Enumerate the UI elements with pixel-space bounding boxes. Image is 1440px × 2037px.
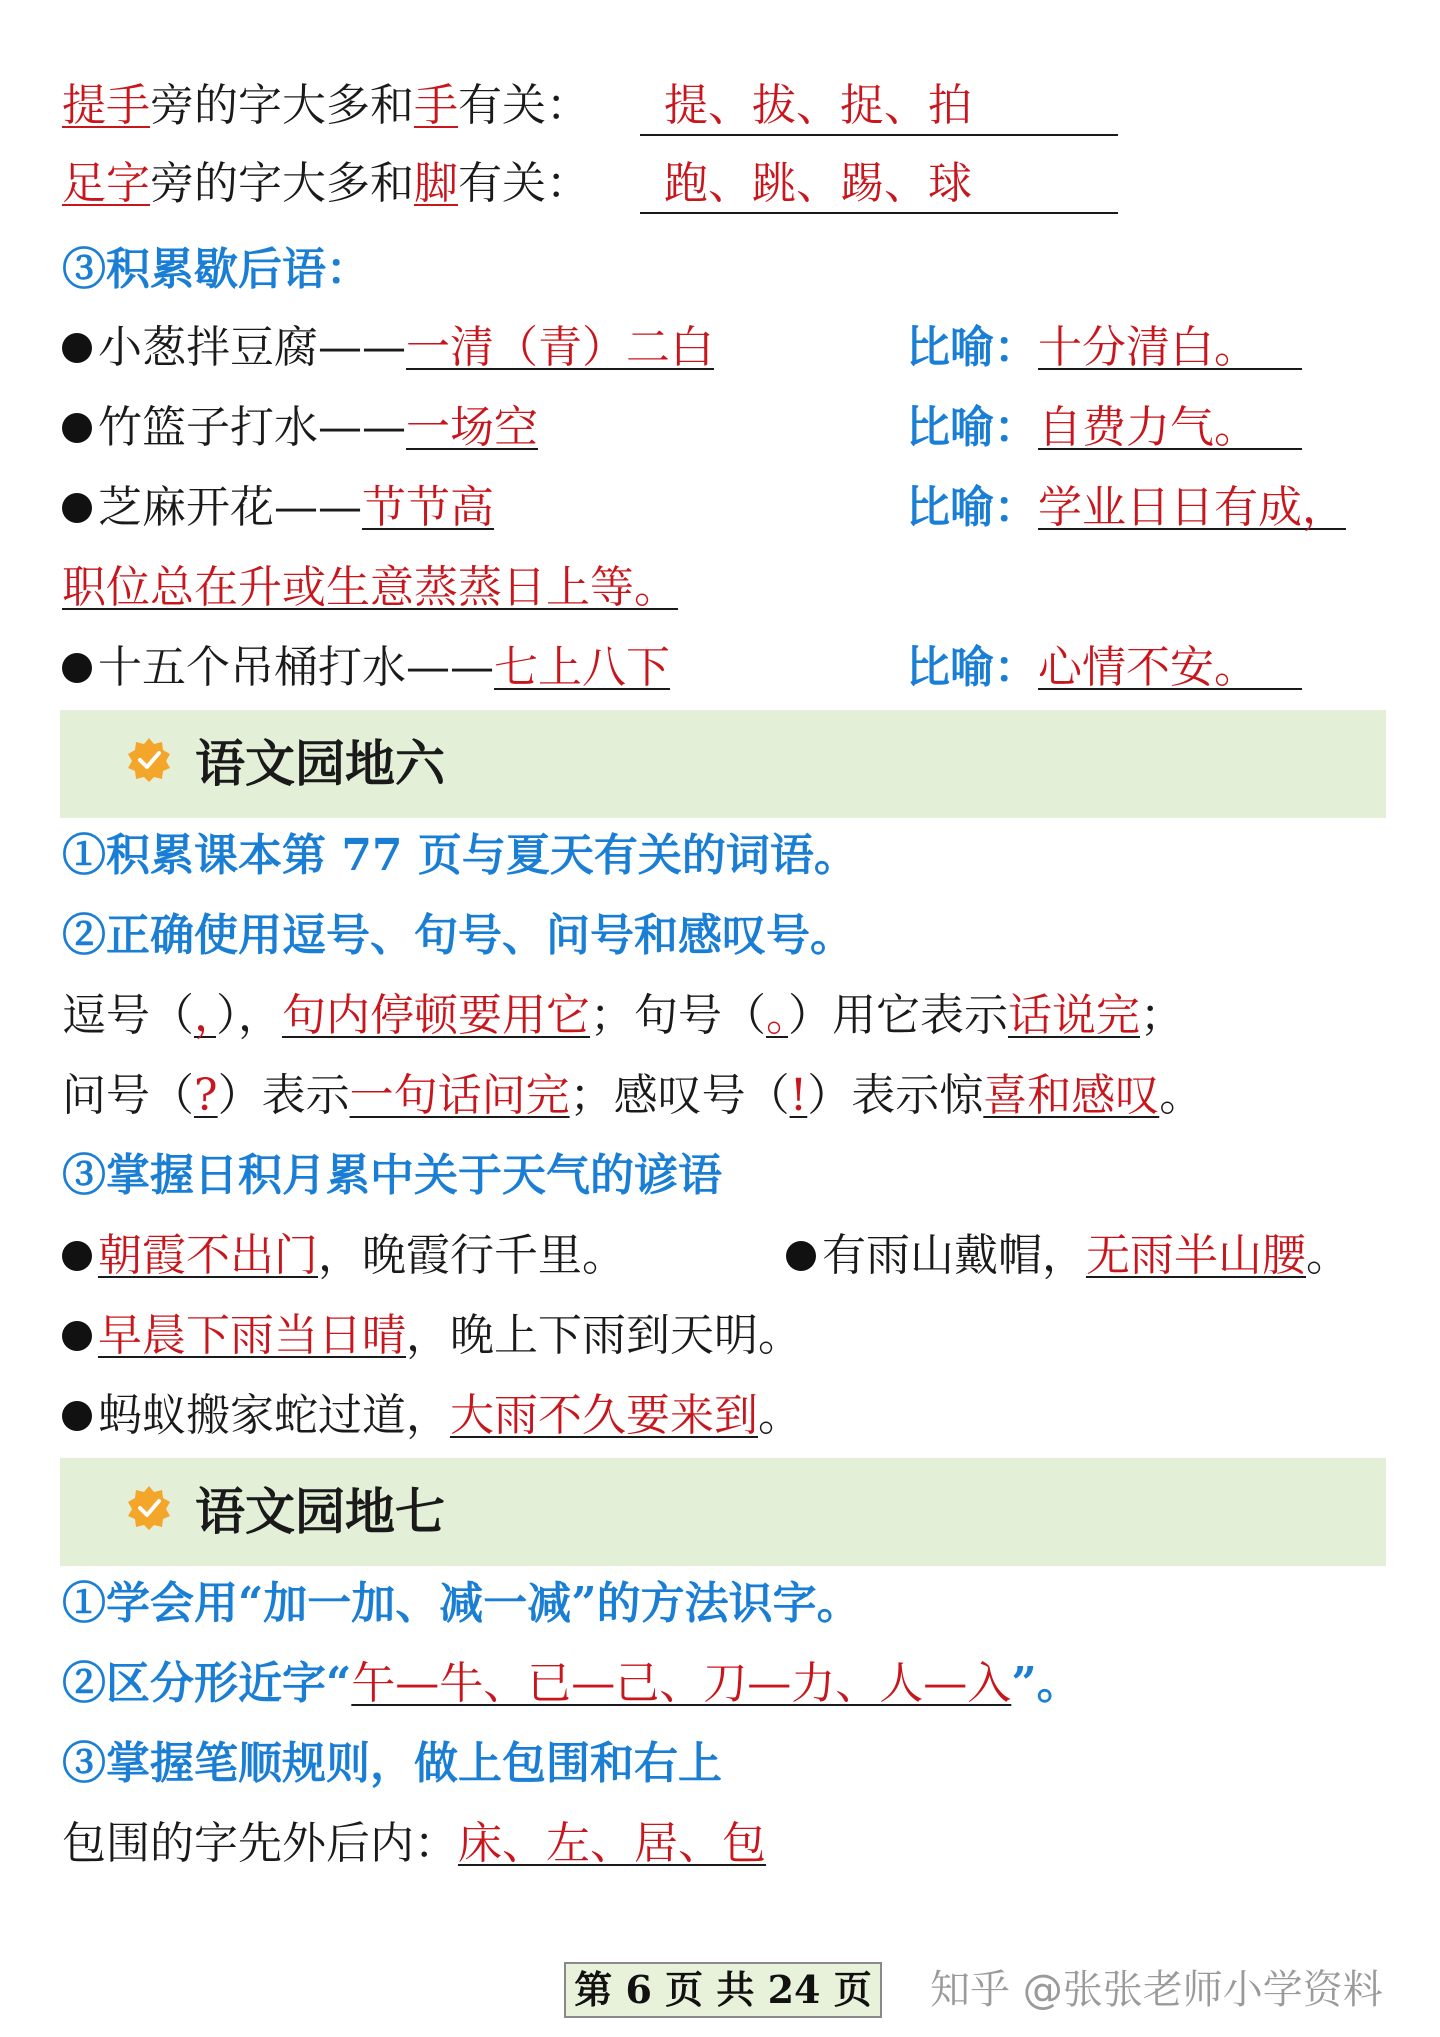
saying-meaning [906,318,1302,378]
bullet-icon [62,1401,92,1431]
saying-answer: 一清（青）二白 [406,322,714,373]
saying-item [62,398,538,458]
answer-text: 喜和感叹 [983,1070,1160,1121]
saying-meaning [906,478,1346,538]
proverb-item [62,1306,802,1366]
mark-blank: ， [194,990,216,1041]
meaning-label: 比喻： [906,322,1038,373]
meaning-continued [62,558,678,618]
section-title: 语文园地六 [195,735,445,793]
key-char: 手 [414,80,458,131]
punctuation-line-1 [62,986,1184,1046]
radical-line-foot [62,154,590,214]
saying-item [62,638,670,698]
answer-text: 床、左、居、包 [458,1818,766,1869]
proverb-text: 。 [758,1390,802,1441]
radical-name: 足字 [62,158,150,209]
watermark: 知乎 @张张老师小学资料 [930,1967,1383,2013]
bullet-icon [786,1241,816,1271]
proverb-answer: 大雨不久要来到 [450,1390,758,1441]
proverb-item [786,1226,1350,1286]
badge-check-icon [126,1484,172,1530]
meaning-text: 自费力气。 [1038,402,1258,453]
heading-text: ②区分形近字“ [62,1658,352,1709]
answer-blank: 跑、跳、踢、球 [640,154,1118,214]
text: 。 [1159,1070,1204,1121]
bullet-icon [62,653,92,683]
answer-text: 话说完 [1008,990,1140,1041]
meaning-label: 比喻： [906,642,1038,693]
mark-blank: ! [789,1070,808,1121]
punctuation-line-2 [62,1066,1203,1126]
text: ）表示 [217,1070,350,1121]
bullet-icon [62,1321,92,1351]
mark-blank: 。 [766,990,788,1041]
section-heading: ①积累课本第 77 页与夏天有关的词语。 [62,830,858,881]
section-band-garden-7 [60,1458,1386,1566]
meaning-text: 十分清白。 [1038,322,1258,373]
badge-check-icon [126,736,172,782]
proverb-text: ，晚霞行千里。 [318,1230,626,1281]
saying-answer: 七上八下 [494,642,670,693]
text: 旁的字大多和 [150,158,414,209]
bullet-icon [62,333,92,363]
section-heading: ③积累歇后语： [62,244,370,295]
text: ； [1140,990,1184,1041]
saying-text: 十五个吊桶打水—— [98,642,494,693]
section-heading-similar-chars [62,1654,1081,1714]
meaning-text: 心情不安。 [1038,642,1258,693]
meaning-text: 学业日日有成， [1038,482,1346,533]
text: ）表示惊 [807,1070,984,1121]
section-heading: ①学会用“加一加、减一减”的方法识字。 [62,1578,861,1629]
text: 问号（ [62,1070,194,1121]
bullet-icon [62,1241,92,1271]
proverb-text: ，晚上下雨到天明。 [406,1310,802,1361]
proverb-text: 。 [1306,1230,1350,1281]
text: 逗号（ [62,990,194,1041]
page-number: 第 6 页 共 24 页 [564,1962,882,2018]
text: 有关： [458,80,590,131]
saying-item [62,318,714,378]
section-heading: ②正确使用逗号、句号、问号和感叹号。 [62,910,854,961]
answer-text: 一句话问完 [349,1070,570,1121]
rule-text: 包围的字先外后内： [62,1818,458,1869]
mark-blank: ? [194,1070,218,1121]
text: ；句号（ [590,990,766,1041]
proverb-answer: 朝霞不出门 [98,1230,318,1281]
meaning-label: 比喻： [906,482,1038,533]
saying-text: 小葱拌豆腐—— [98,322,406,373]
text: ；感叹号（ [569,1070,790,1121]
text: 旁的字大多和 [150,80,414,131]
key-char: 脚 [414,158,458,209]
heading-text: ”。 [1011,1658,1081,1709]
text: 有关： [458,158,590,209]
stroke-rule-line [62,1814,766,1874]
answer-blank: 提、拔、捉、拍 [640,76,1118,136]
text: ）， [216,990,282,1041]
meaning-text-2: 职位总在升或生意蒸蒸日上等。 [62,562,678,613]
answer-text: 午—牛、已—己、刀—力、人—入 [351,1658,1012,1709]
bullet-icon [62,493,92,523]
section-heading: ③掌握日积月累中关于天气的谚语 [62,1150,722,1201]
saying-text: 芝麻开花—— [98,482,362,533]
radical-name: 提手 [62,80,150,131]
section-band-garden-6 [60,710,1386,818]
proverb-text: 蚂蚁搬家蛇过道， [98,1390,450,1441]
text: ）用它表示 [788,990,1008,1041]
proverb-item [62,1226,626,1286]
proverb-answer: 无雨半山腰 [1086,1230,1306,1281]
bullet-icon [62,413,92,443]
saying-text: 竹篮子打水—— [98,402,406,453]
radical-line-hand [62,76,590,136]
section-heading: ③掌握笔顺规则，做上包围和右上 [62,1738,722,1789]
proverb-text: 有雨山戴帽， [822,1230,1086,1281]
saying-meaning [906,398,1302,458]
section-title: 语文园地七 [195,1483,445,1541]
proverb-answer: 早晨下雨当日晴 [98,1310,406,1361]
saying-meaning [906,638,1302,698]
answer-text: 句内停顿要用它 [282,990,590,1041]
meaning-label: 比喻： [906,402,1038,453]
saying-answer: 节节高 [362,482,494,533]
saying-item [62,478,494,538]
saying-answer: 一场空 [406,402,538,453]
proverb-item [62,1386,802,1446]
